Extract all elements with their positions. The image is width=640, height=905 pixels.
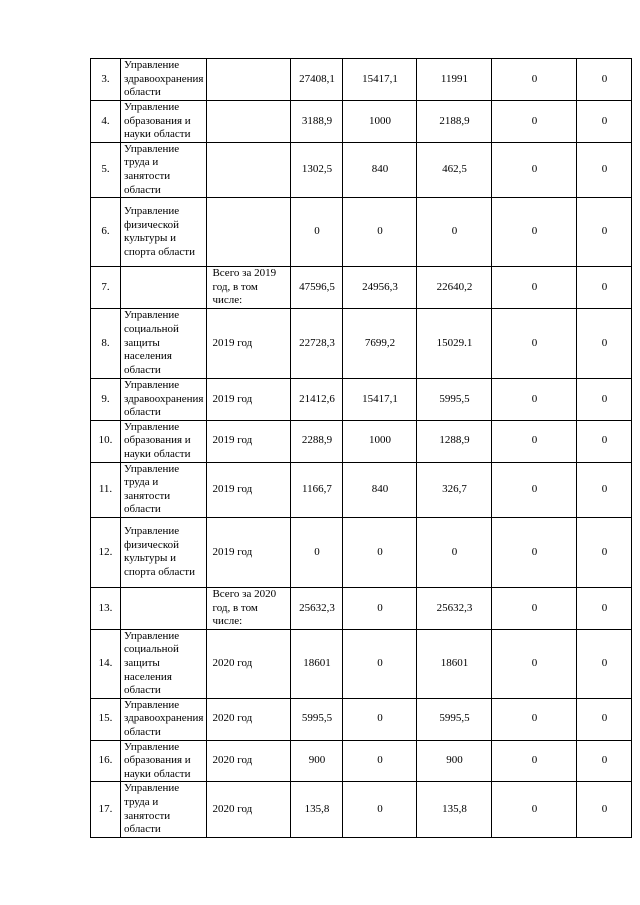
row-number: 8. [91,308,121,378]
period-cell: 2020 год [207,740,291,782]
other-sources-cell: 0 [577,587,632,629]
department-cell: Управление здравоохранения области [121,698,207,740]
regional-budget-cell: 900 [417,740,492,782]
total-cell: 22728,3 [291,308,343,378]
total-cell: 5995,5 [291,698,343,740]
table-row [91,142,632,197]
local-budget-cell: 0 [492,142,577,197]
row-number: 17. [91,782,121,837]
table-row [91,420,632,462]
regional-budget-cell: 11991 [417,59,492,101]
department-cell [121,267,207,309]
regional-budget-cell: 2188,9 [417,101,492,143]
period-cell: 2019 год [207,517,291,587]
department-cell: Управление здравоохранения области [121,59,207,101]
budget-table [90,58,632,838]
period-cell: 2019 год [207,462,291,517]
row-number: 3. [91,59,121,101]
total-cell: 2288,9 [291,420,343,462]
total-cell: 27408,1 [291,59,343,101]
department-cell: Управление труда и занятости области [121,462,207,517]
period-cell: 2020 год [207,698,291,740]
total-cell: 1302,5 [291,142,343,197]
other-sources-cell: 0 [577,267,632,309]
row-number: 5. [91,142,121,197]
total-cell: 47596,5 [291,267,343,309]
regional-budget-cell: 5995,5 [417,698,492,740]
federal-budget-cell: 15417,1 [343,378,417,420]
local-budget-cell: 0 [492,420,577,462]
regional-budget-cell: 5995,5 [417,378,492,420]
other-sources-cell: 0 [577,740,632,782]
other-sources-cell: 0 [577,378,632,420]
local-budget-cell: 0 [492,698,577,740]
local-budget-cell: 0 [492,59,577,101]
department-cell: Управление образования и науки области [121,420,207,462]
period-cell [207,101,291,143]
row-number: 16. [91,740,121,782]
period-cell: Всего за 2020 год, в том числе: [207,587,291,629]
period-cell: 2019 год [207,378,291,420]
table-row [91,629,632,698]
local-budget-cell: 0 [492,587,577,629]
local-budget-cell: 0 [492,308,577,378]
department-cell: Управление образования и науки области [121,740,207,782]
federal-budget-cell: 0 [343,629,417,698]
row-number: 11. [91,462,121,517]
federal-budget-cell: 15417,1 [343,59,417,101]
row-number: 6. [91,198,121,267]
federal-budget-cell: 0 [343,740,417,782]
other-sources-cell: 0 [577,420,632,462]
total-cell: 18601 [291,629,343,698]
period-cell: 2019 год [207,420,291,462]
other-sources-cell: 0 [577,59,632,101]
department-cell: Управление социальной защиты населения области [121,629,207,698]
federal-budget-cell: 840 [343,142,417,197]
federal-budget-cell: 1000 [343,101,417,143]
federal-budget-cell: 7699,2 [343,308,417,378]
local-budget-cell: 0 [492,782,577,837]
local-budget-cell: 0 [492,267,577,309]
department-cell: Управление труда и занятости области [121,142,207,197]
department-cell: Управление физической культуры и спорта области [121,517,207,587]
row-number: 10. [91,420,121,462]
period-cell: 2020 год [207,629,291,698]
department-cell: Управление здравоохранения области [121,378,207,420]
federal-budget-cell: 0 [343,782,417,837]
federal-budget-cell: 0 [343,517,417,587]
regional-budget-cell: 135,8 [417,782,492,837]
local-budget-cell: 0 [492,198,577,267]
table-row [91,308,632,378]
period-cell [207,142,291,197]
other-sources-cell: 0 [577,782,632,837]
table-row [91,740,632,782]
total-cell: 1166,7 [291,462,343,517]
local-budget-cell: 0 [492,101,577,143]
period-cell: 2020 год [207,782,291,837]
federal-budget-cell: 24956,3 [343,267,417,309]
regional-budget-cell: 0 [417,198,492,267]
row-number: 4. [91,101,121,143]
other-sources-cell: 0 [577,308,632,378]
department-cell: Управление физической культуры и спорта области [121,198,207,267]
total-cell: 0 [291,517,343,587]
table-body [91,59,632,838]
department-cell [121,587,207,629]
regional-budget-cell: 326,7 [417,462,492,517]
federal-budget-cell: 1000 [343,420,417,462]
period-cell [207,198,291,267]
federal-budget-cell: 0 [343,198,417,267]
local-budget-cell: 0 [492,629,577,698]
row-number: 9. [91,378,121,420]
local-budget-cell: 0 [492,378,577,420]
local-budget-cell: 0 [492,740,577,782]
department-cell: Управление труда и занятости области [121,782,207,837]
regional-budget-cell: 18601 [417,629,492,698]
row-number: 12. [91,517,121,587]
other-sources-cell: 0 [577,629,632,698]
total-cell: 25632,3 [291,587,343,629]
total-cell: 900 [291,740,343,782]
row-number: 7. [91,267,121,309]
table-row [91,517,632,587]
regional-budget-cell: 25632,3 [417,587,492,629]
table-row [91,378,632,420]
row-number: 13. [91,587,121,629]
total-cell: 0 [291,198,343,267]
regional-budget-cell: 1288,9 [417,420,492,462]
table-row [91,698,632,740]
total-cell: 3188,9 [291,101,343,143]
department-cell: Управление социальной защиты населения области [121,308,207,378]
period-cell [207,59,291,101]
table-row [91,198,632,267]
federal-budget-cell: 840 [343,462,417,517]
regional-budget-cell: 462,5 [417,142,492,197]
table-row [91,267,632,309]
table-row [91,462,632,517]
other-sources-cell: 0 [577,142,632,197]
local-budget-cell: 0 [492,462,577,517]
other-sources-cell: 0 [577,517,632,587]
row-number: 15. [91,698,121,740]
regional-budget-cell: 22640,2 [417,267,492,309]
table-row [91,101,632,143]
department-cell: Управление образования и науки области [121,101,207,143]
period-cell: Всего за 2019 год, в том числе: [207,267,291,309]
other-sources-cell: 0 [577,101,632,143]
other-sources-cell: 0 [577,198,632,267]
total-cell: 21412,6 [291,378,343,420]
regional-budget-cell: 0 [417,517,492,587]
other-sources-cell: 0 [577,698,632,740]
local-budget-cell: 0 [492,517,577,587]
federal-budget-cell: 0 [343,587,417,629]
regional-budget-cell: 15029.1 [417,308,492,378]
other-sources-cell: 0 [577,462,632,517]
period-cell: 2019 год [207,308,291,378]
table-row [91,59,632,101]
federal-budget-cell: 0 [343,698,417,740]
table-row [91,782,632,837]
total-cell: 135,8 [291,782,343,837]
table-row [91,587,632,629]
row-number: 14. [91,629,121,698]
